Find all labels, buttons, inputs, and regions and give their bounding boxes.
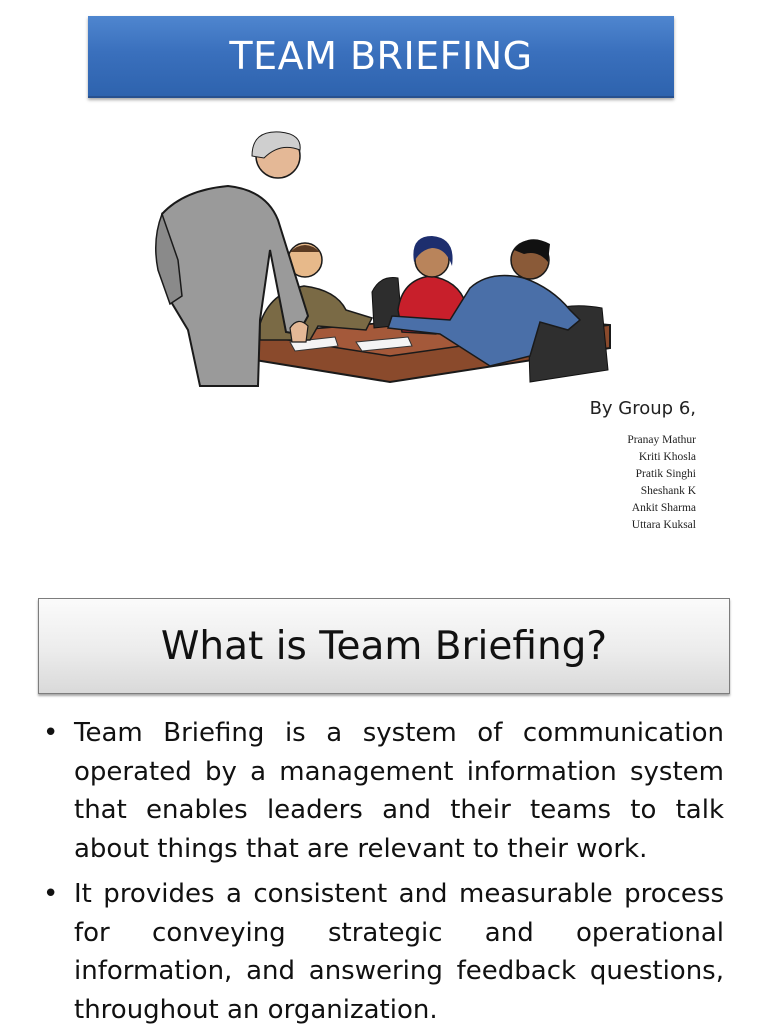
member-name: Ankit Sharma: [631, 502, 696, 514]
member-name: Sheshank K: [640, 485, 696, 497]
team-meeting-illustration: [140, 120, 640, 410]
slide-title: TEAM BRIEFING: [229, 34, 533, 78]
bullet-text: Team Briefing is a system of communication operated by a management information system that enables leaders and their teams to talk about things that are relevant to their work.: [74, 718, 724, 864]
bullet-list: [40, 714, 724, 1036]
member-list: [560, 432, 696, 534]
bullet-icon: •: [43, 879, 59, 909]
member-name: Pranay Mathur: [627, 434, 696, 446]
bullet-icon: •: [43, 718, 59, 748]
member-name: Kriti Khosla: [638, 451, 696, 463]
member-name: Pratik Singhi: [635, 468, 696, 480]
bullet-item: [40, 875, 724, 1029]
slide-heading-box: [38, 598, 730, 694]
group-byline: By Group 6,: [589, 398, 696, 419]
member-name: Uttara Kuksal: [631, 519, 696, 531]
bullet-item: [40, 714, 724, 868]
bullet-text: It provides a consistent and measurable process for conveying strategic and operational information, and answering feedback questions, throughout an organization.: [74, 879, 724, 1025]
slide-title-bar: [88, 16, 674, 98]
slide-heading: What is Team Briefing?: [160, 623, 608, 669]
